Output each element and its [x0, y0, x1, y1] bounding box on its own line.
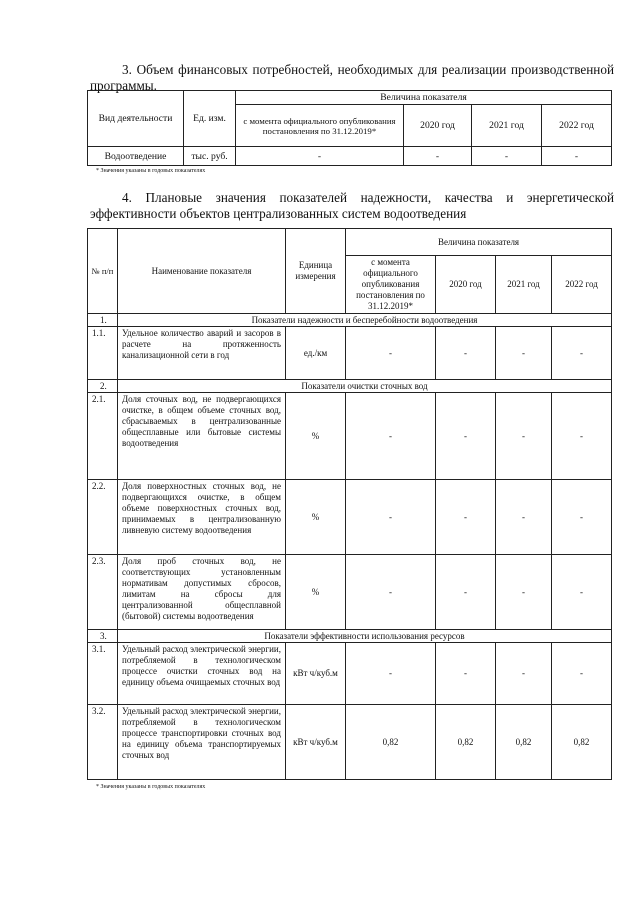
table-row	[88, 393, 612, 480]
section-row	[88, 314, 612, 327]
header-2021: 2021 год	[472, 105, 542, 147]
row-2021: -	[496, 480, 552, 555]
section-num: 3.	[88, 630, 118, 643]
row-since: 0,82	[346, 705, 436, 780]
row-name: Доля сточных вод, не подвергающихся очистке, в общем объеме сточных вод, сбрасываемых в централизованные общесплавные или бытовые системы водоотведения	[118, 393, 286, 480]
header-2022: 2022 год	[552, 256, 612, 314]
table-row	[88, 147, 612, 166]
header-2020: 2020 год	[436, 256, 496, 314]
indicators-table	[87, 228, 612, 780]
row-2021: -	[496, 327, 552, 380]
row-since: -	[346, 393, 436, 480]
header-2022: 2022 год	[542, 105, 612, 147]
header-value-group: Величина показателя	[346, 229, 612, 256]
header-activity: Вид деятельности	[88, 91, 184, 147]
row-since: -	[346, 480, 436, 555]
row-num: 3.2.	[88, 705, 118, 780]
section-row	[88, 380, 612, 393]
row-since: -	[346, 327, 436, 380]
header-2021: 2021 год	[496, 256, 552, 314]
row-2020: 0,82	[436, 705, 496, 780]
header-unit: Единица измерения	[286, 229, 346, 314]
cell-unit: тыс. руб.	[184, 147, 236, 166]
row-2022: -	[552, 480, 612, 555]
cell-2020: -	[404, 147, 472, 166]
row-2021: -	[496, 555, 552, 630]
row-2020: -	[436, 643, 496, 705]
section-title: Показатели эффективности использования ресурсов	[118, 630, 612, 643]
row-2021: 0,82	[496, 705, 552, 780]
row-2022: -	[552, 327, 612, 380]
row-since: -	[346, 643, 436, 705]
footnote-2: * Значения указаны в годовых показателях	[96, 784, 206, 790]
section-num: 1.	[88, 314, 118, 327]
table-row	[88, 327, 612, 380]
table-row	[88, 643, 612, 705]
cell-2022: -	[542, 147, 612, 166]
header-value-group: Величина показателя	[236, 91, 612, 105]
row-2020: -	[436, 393, 496, 480]
row-unit: %	[286, 393, 346, 480]
row-2021: -	[496, 643, 552, 705]
row-unit: %	[286, 555, 346, 630]
row-num: 1.1.	[88, 327, 118, 380]
table-row	[88, 705, 612, 780]
row-2020: -	[436, 327, 496, 380]
footnote-1: * Значения указаны в годовых показателях	[96, 168, 206, 174]
header-since: с момента официального опубликования постановления по 31.12.2019*	[346, 256, 436, 314]
section-title: Показатели надежности и бесперебойности водоотведения	[118, 314, 612, 327]
row-2022: -	[552, 643, 612, 705]
financial-needs-table	[87, 90, 612, 166]
table-row	[88, 555, 612, 630]
cell-activity: Водоотведение	[88, 147, 184, 166]
row-unit: кВт ч/куб.м	[286, 705, 346, 780]
header-name: Наименование показателя	[118, 229, 286, 314]
row-2021: -	[496, 393, 552, 480]
row-num: 2.2.	[88, 480, 118, 555]
table-row	[88, 480, 612, 555]
row-since: -	[346, 555, 436, 630]
row-name: Доля проб сточных вод, не соответствующих установленным нормативам допустимых сбросов, лимитам на сбросы для централизованной общесплавной (бытовой) системы водоотведения	[118, 555, 286, 630]
section-title: Показатели очистки сточных вод	[118, 380, 612, 393]
row-name: Доля поверхностных сточных вод, не подвергающихся очистке, в общем объеме поверхностных сточных вод, принимаемых в централизованную ливневую систему водоотведения	[118, 480, 286, 555]
row-2022: 0,82	[552, 705, 612, 780]
row-unit: кВт ч/куб.м	[286, 643, 346, 705]
row-2022: -	[552, 555, 612, 630]
row-num: 2.1.	[88, 393, 118, 480]
section-num: 2.	[88, 380, 118, 393]
row-name: Удельный расход электрической энергии, потребляемой в технологическом процессе очистки сточных вод на единицу объема очищаемых сточных вод	[118, 643, 286, 705]
row-unit: %	[286, 480, 346, 555]
section-row	[88, 630, 612, 643]
cell-since: -	[236, 147, 404, 166]
header-2020: 2020 год	[404, 105, 472, 147]
section-3-title: 3. Объем финансовых потребностей, необходимых для реализации производственной программы.	[90, 62, 614, 93]
row-unit: ед./км	[286, 327, 346, 380]
cell-2021: -	[472, 147, 542, 166]
header-num: № п/п	[88, 229, 118, 314]
row-num: 3.1.	[88, 643, 118, 705]
row-num: 2.3.	[88, 555, 118, 630]
row-2020: -	[436, 480, 496, 555]
row-name: Удельное количество аварий и засоров в расчете на протяженность канализационной сети в год	[118, 327, 286, 380]
row-2020: -	[436, 555, 496, 630]
header-unit: Ед. изм.	[184, 91, 236, 147]
section-4-title: 4. Плановые значения показателей надежности, качества и энергетической эффективности объектов централизованных систем водоотведения	[90, 190, 614, 221]
row-2022: -	[552, 393, 612, 480]
row-name: Удельный расход электрической энергии, потребляемой в технологическом процессе транспортировки сточных вод на единицу объема транспортируемых сточных вод	[118, 705, 286, 780]
header-since: с момента официального опубликования постановления по 31.12.2019*	[236, 105, 404, 147]
